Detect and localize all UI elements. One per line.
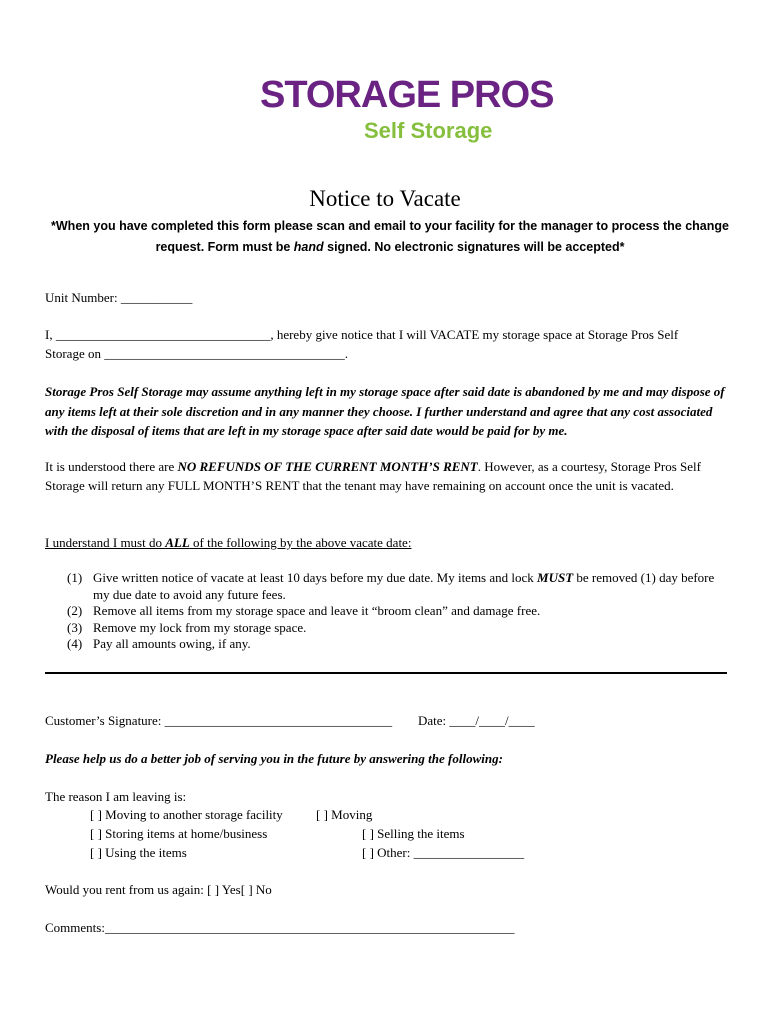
refund-part2: . However, as a courtesy, Storage Pros Self Storage will return any FULL MONTH’S RENT that the tenant may have remaining on account once the unit is vacated. bbox=[45, 459, 701, 493]
storage-pros-logo bbox=[260, 62, 554, 148]
requirement-4: Pay all amounts owing, if any. bbox=[93, 636, 251, 651]
list-item bbox=[67, 570, 727, 603]
disclaimer-paragraph: Storage Pros Self Storage may assume anything left in my storage space after said date is abandoned by me and may dispose of any items left at their sole discretion and in any manner they choose. I further understand and agree that any cost associated with the disposal of items that are left in my storage space after said date would be paid for by me. bbox=[45, 384, 725, 438]
list-number: (3) bbox=[67, 619, 83, 635]
list-item bbox=[67, 603, 727, 620]
understand-all: ALL bbox=[165, 535, 190, 550]
survey-prompt: Please help us do a better job of serving you in the future by answering the following: bbox=[45, 751, 503, 766]
refund-part1: It is understood there are bbox=[45, 459, 178, 474]
reason-option-other[interactable]: [ ] Other: _________________ bbox=[362, 845, 525, 860]
signature-date-field[interactable]: Date: ____/____/____ bbox=[418, 713, 535, 728]
logo-tagline: Self Storage bbox=[364, 118, 493, 143]
customer-signature-field[interactable]: Customer’s Signature: ___________________________________ bbox=[45, 713, 393, 728]
logo-brand: STORAGE PROS bbox=[260, 74, 554, 116]
understand-part1: I understand I must do bbox=[45, 535, 166, 550]
reason-option-using[interactable]: [ ] Using the items bbox=[90, 845, 187, 860]
reason-option-another-facility[interactable]: [ ] Moving to another storage facility bbox=[90, 807, 283, 822]
section-divider bbox=[45, 672, 727, 674]
page-title: Notice to Vacate bbox=[309, 186, 461, 211]
list-number: (2) bbox=[67, 603, 83, 618]
instruction-part2: signed. No electronic signatures will be accepted* bbox=[323, 240, 625, 254]
list-number: (1) bbox=[67, 570, 83, 585]
list-number: (4) bbox=[67, 636, 83, 651]
comments-field[interactable]: Comments:_______________________________________________________________ bbox=[45, 920, 515, 935]
understand-part2: of the following by the above vacate date: bbox=[189, 535, 412, 550]
requirements-list bbox=[67, 570, 727, 653]
rent-again-question[interactable]: Would you rent from us again: [ ] Yes[ ] No bbox=[45, 882, 272, 897]
reason-option-selling[interactable]: [ ] Selling the items bbox=[362, 826, 465, 841]
reason-option-moving[interactable]: [ ] Moving bbox=[316, 807, 373, 822]
requirement-1-part2: be removed (1) day before my due date to avoid any future fees. bbox=[93, 570, 715, 602]
requirement-2: Remove all items from my storage space and leave it “broom clean” and damage free. bbox=[93, 603, 541, 618]
instruction-part1: *When you have completed this form please scan and email to your facility for the manager to process the change request. Form must be bbox=[51, 219, 729, 254]
requirement-1-part1: Give written notice of vacate at least 10 days before my due date. My items and lock bbox=[93, 570, 538, 585]
notice-line-2[interactable]: Storage on _____________________________________. bbox=[45, 346, 348, 361]
requirement-1-must: MUST bbox=[537, 570, 574, 585]
understand-heading bbox=[45, 533, 411, 552]
reason-label: The reason I am leaving is: bbox=[45, 789, 187, 804]
list-item bbox=[67, 636, 727, 653]
refund-paragraph bbox=[45, 457, 730, 495]
notice-line-1[interactable]: I, _________________________________, hereby give notice that I will VACATE my storage space at Storage Pros Self bbox=[45, 327, 679, 342]
instruction-note bbox=[45, 216, 735, 258]
refund-emphasis: NO REFUNDS OF THE CURRENT MONTH’S RENT bbox=[177, 459, 478, 474]
requirement-3: Remove my lock from my storage space. bbox=[93, 619, 307, 635]
instruction-hand: hand bbox=[293, 240, 324, 254]
list-item bbox=[67, 620, 727, 637]
reason-option-storing-at-home[interactable]: [ ] Storing items at home/business bbox=[90, 826, 268, 841]
unit-number-field[interactable]: Unit Number: ___________ bbox=[45, 290, 193, 305]
